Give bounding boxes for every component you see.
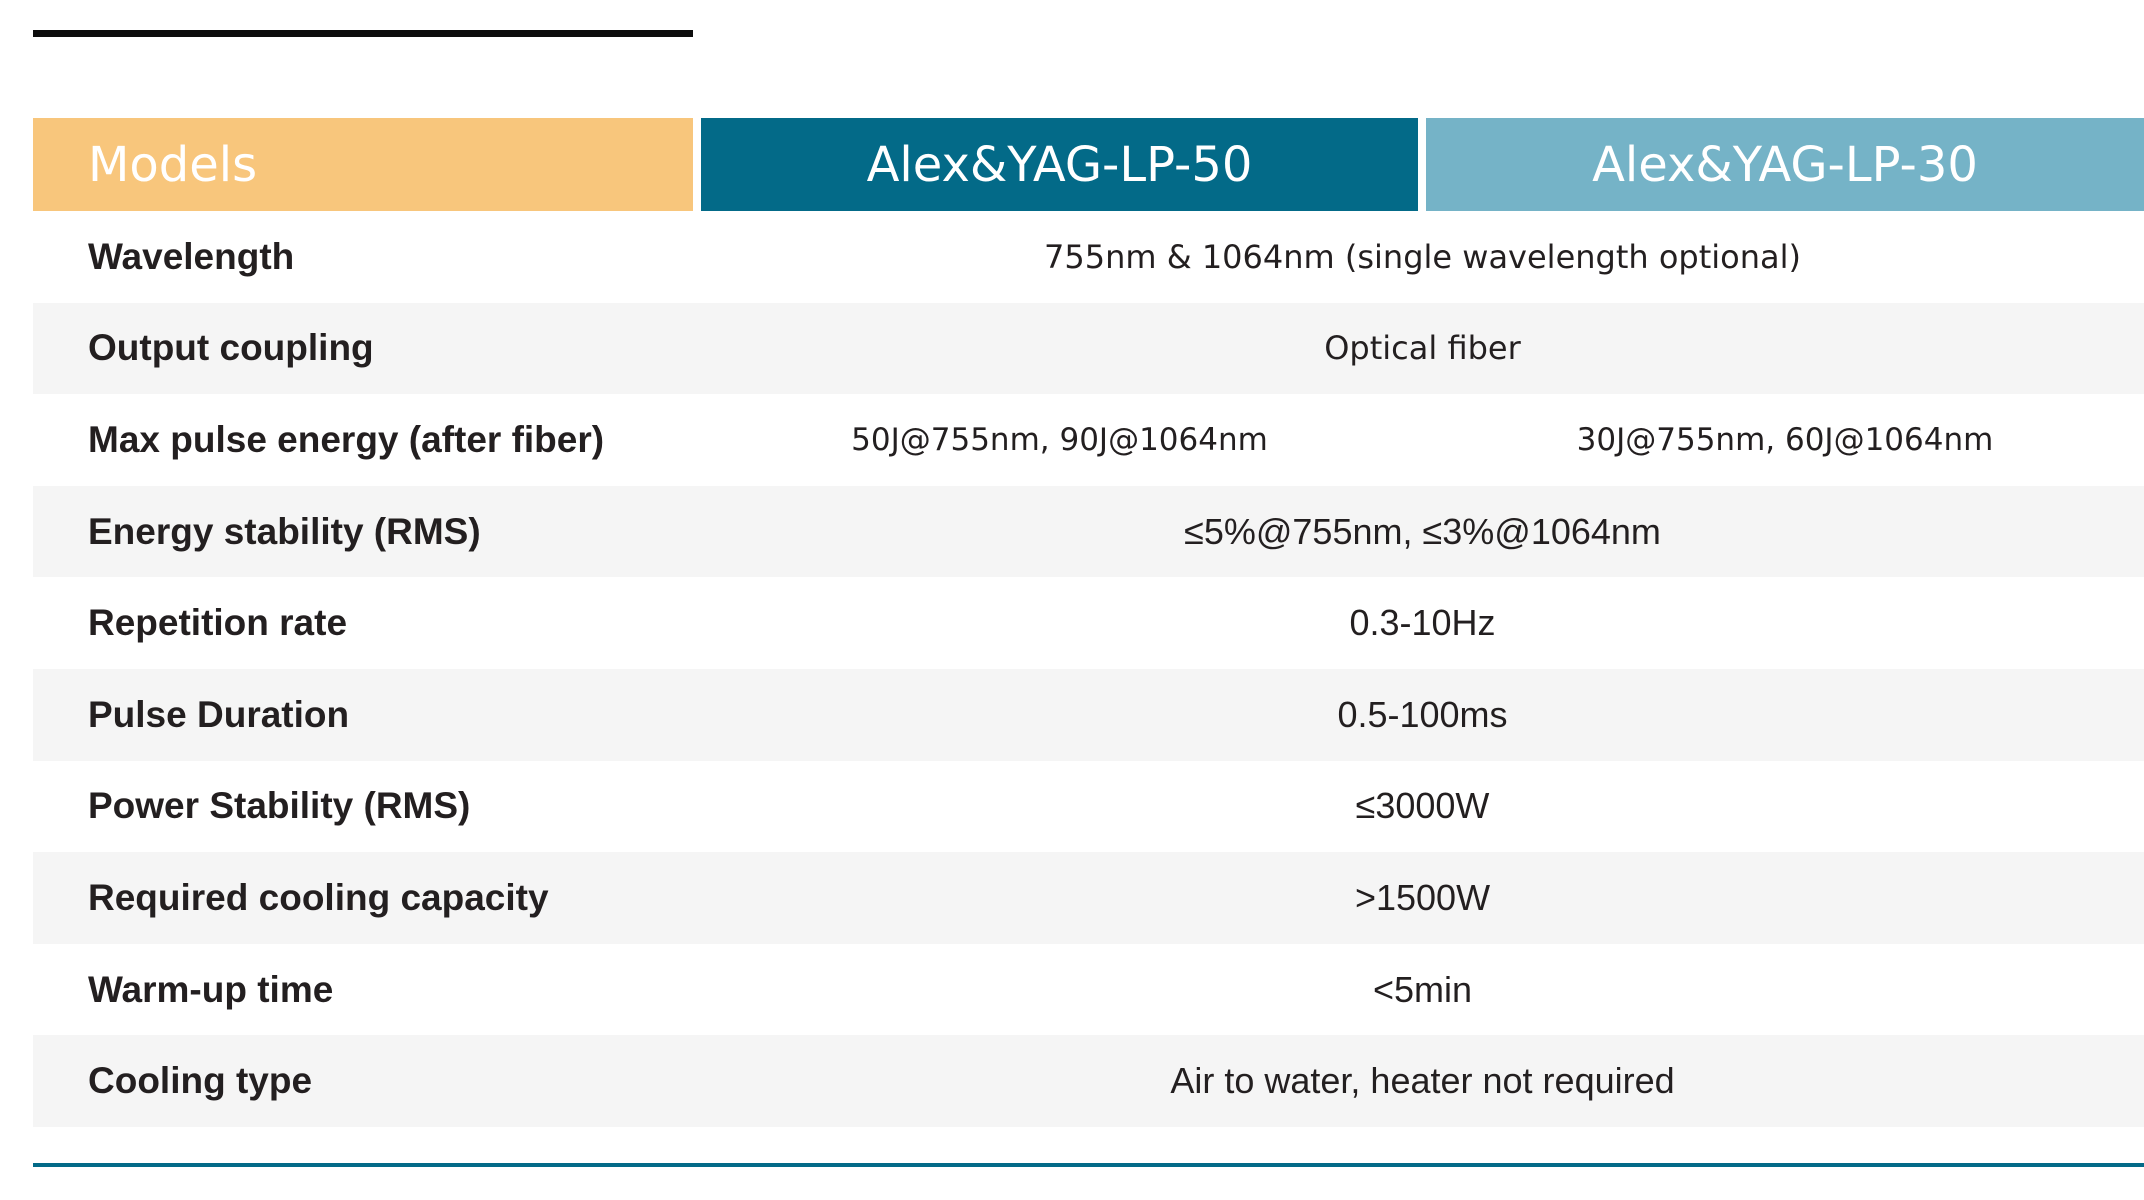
row-value: Optical fiber <box>1324 329 1521 368</box>
model-header-lp50 <box>701 118 1418 211</box>
models-header-label: Models <box>88 136 258 193</box>
row-label: Required cooling capacity <box>88 876 549 918</box>
row-value: 755nm & 1064nm (single wavelength optional) <box>1043 237 1802 276</box>
table-row-power-stability <box>33 761 2144 853</box>
table-row-warm-up-time <box>33 944 2144 1036</box>
row-value: <5min <box>1372 968 1473 1010</box>
table-row-cooling-capacity <box>33 852 2144 944</box>
row-label: Repetition rate <box>88 602 348 644</box>
row-label: Power Stability (RMS) <box>88 785 471 827</box>
row-label: Wavelength <box>88 235 295 277</box>
table-row-energy-stability <box>33 486 2144 578</box>
row-value: Air to water, heater not required <box>1170 1060 1675 1102</box>
row-value-lp50: 50J@755nm, 90J@1064nm <box>851 421 1268 458</box>
table-row-wavelength <box>33 211 2144 303</box>
top-rule <box>33 30 693 37</box>
row-label: Pulse Duration <box>88 693 350 735</box>
table-row-repetition-rate <box>33 577 2144 669</box>
row-value: >1500W <box>1354 876 1491 918</box>
table-row-pulse-duration <box>33 669 2144 761</box>
model-header-lp30 <box>1426 118 2144 211</box>
table-row-max-pulse-energy <box>33 394 2144 486</box>
row-value: ≤3000W <box>1355 785 1490 827</box>
row-label: Warm-up time <box>88 968 334 1010</box>
model-header-lp30-label: Alex&YAG-LP-30 <box>1592 136 1978 193</box>
row-label: Output coupling <box>88 327 374 369</box>
row-value: 0.3-10Hz <box>1349 602 1496 644</box>
row-value: 0.5-100ms <box>1337 693 1508 735</box>
model-header-lp50-label: Alex&YAG-LP-50 <box>866 136 1253 193</box>
bottom-rule <box>33 1163 2144 1167</box>
row-label: Cooling type <box>88 1060 313 1102</box>
row-value: ≤5%@755nm, ≤3%@1064nm <box>1184 510 1661 552</box>
table-row-cooling-type <box>33 1035 2144 1127</box>
row-value-lp30: 30J@755nm, 60J@1064nm <box>1576 421 1994 458</box>
spec-table <box>33 211 2144 1127</box>
row-label: Energy stability (RMS) <box>88 510 481 552</box>
models-header <box>33 118 693 211</box>
table-row-output-coupling <box>33 303 2144 395</box>
row-label: Max pulse energy (after fiber) <box>88 418 605 460</box>
